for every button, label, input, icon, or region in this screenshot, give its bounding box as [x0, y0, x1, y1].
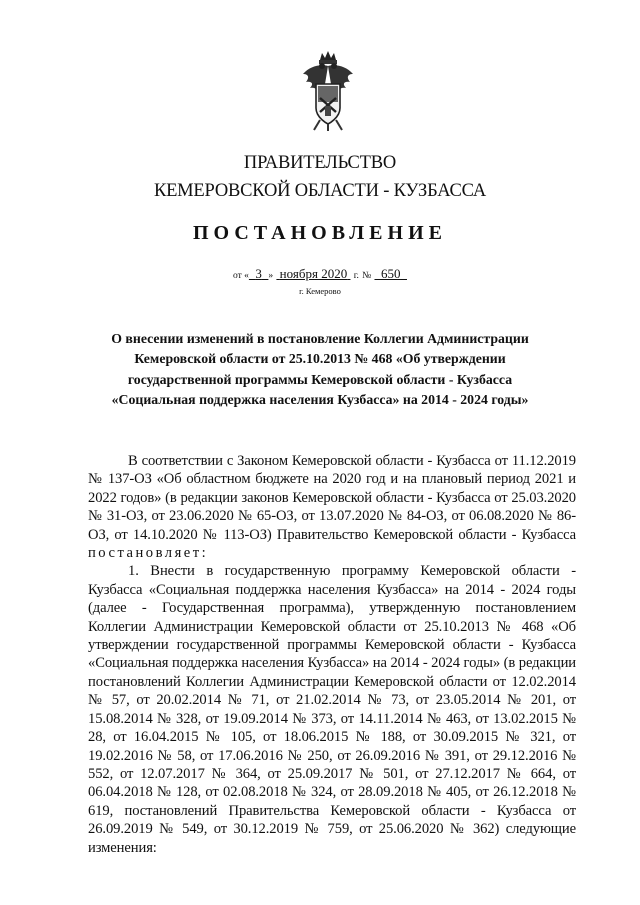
document-type-heading: ПОСТАНОВЛЕНИЕ — [193, 222, 447, 244]
document-body — [88, 452, 576, 857]
resolves-spaced-word: постановляет — [88, 545, 202, 562]
body-paragraph-1: В соответствии с Законом Кемеровской области - Кузбасса от 11.12.2019 № 137-ОЗ «Об областном бюджете на 2020 год и на плановый период 2021 и 2022 годов» (в редакции законов Кемеровской области - Кузбасса от 25.03.2020 № 31-ОЗ, от 23.06.2020 № 65-ОЗ, от 13.07.2020 № 84-ОЗ, от 06.08.2020 № 86-ОЗ, от 14.10.2020 № 113-ОЗ) Правительство Кемеровской области - Кузбасса постановляет: — [88, 453, 576, 562]
document-number: 650 — [380, 266, 401, 281]
date-number-line — [0, 266, 640, 282]
organization-name-line1: ПРАВИТЕЛЬСТВО — [243, 153, 397, 173]
date-day: 3 — [255, 266, 262, 281]
city-label: г. Кемерово — [299, 286, 341, 296]
coat-of-arms-emblem-icon — [300, 50, 356, 132]
date-year-suffix: г. — [353, 271, 359, 281]
organization-name-line2: КЕМЕРОВСКОЙ ОБЛАСТИ - КУЗБАССА — [153, 181, 487, 201]
number-label: № — [362, 271, 372, 281]
date-month-year: ноября 2020 — [279, 266, 348, 281]
document-title: О внесении изменений в постановление Коллегии Администрации Кемеровской области от 25.10.2013 № 468 «Об утверждении государственной программы Кемеровской области - Кузбасса «Социальная поддержка населения Кузбасса» на 2014 - 2024 годы» — [111, 331, 529, 408]
date-prefix: от « — [233, 271, 249, 281]
date-day-close: » — [268, 271, 274, 281]
body-paragraph-2: 1. Внести в государственную программу Кемеровской области - Кузбасса «Социальная поддержка населения Кузбасса» на 2014 - 2024 годы (далее - Государственная программа), утвержденную постановлением Коллегии Администрации Кемеровской области от 25.10.2013 № 468 «Об утверждении государственной программы Кемеровской области - Кузбасса «Социальная поддержка населения Кузбасса» на 2014 - 2024 годы» (в редакции постановлений Коллегии Администрации Кемеровской области от 12.02.2014 № 57, от 20.02.2014 № 71, от 21.02.2014 № 73, от 23.05.2014 № 201, от 15.08.2014 № 328, от 19.09.2014 № 373, от 14.11.2014 № 463, от 13.02.2015 № 28, от 16.04.2015 № 105, от 18.06.2015 № 188, от 30.09.2015 № 321, от 19.02.2016 № 58, от 17.06.2016 № 250, от 26.09.2016 № 391, от 29.12.2016 № 552, от 12.07.2017 № 364, от 25.09.2017 № 501, от 27.12.2017 № 664, от 06.04.2018 № 128, от 02.08.2018 № 324, от 28.09.2018 № 405, от 26.12.2018 № 619, постановлений Правительства Кемеровской области - Кузбасса от 26.09.2019 № 549, от 30.12.2019 № 759, от 25.06.2020 № 362) следующие изменения: — [88, 563, 576, 856]
